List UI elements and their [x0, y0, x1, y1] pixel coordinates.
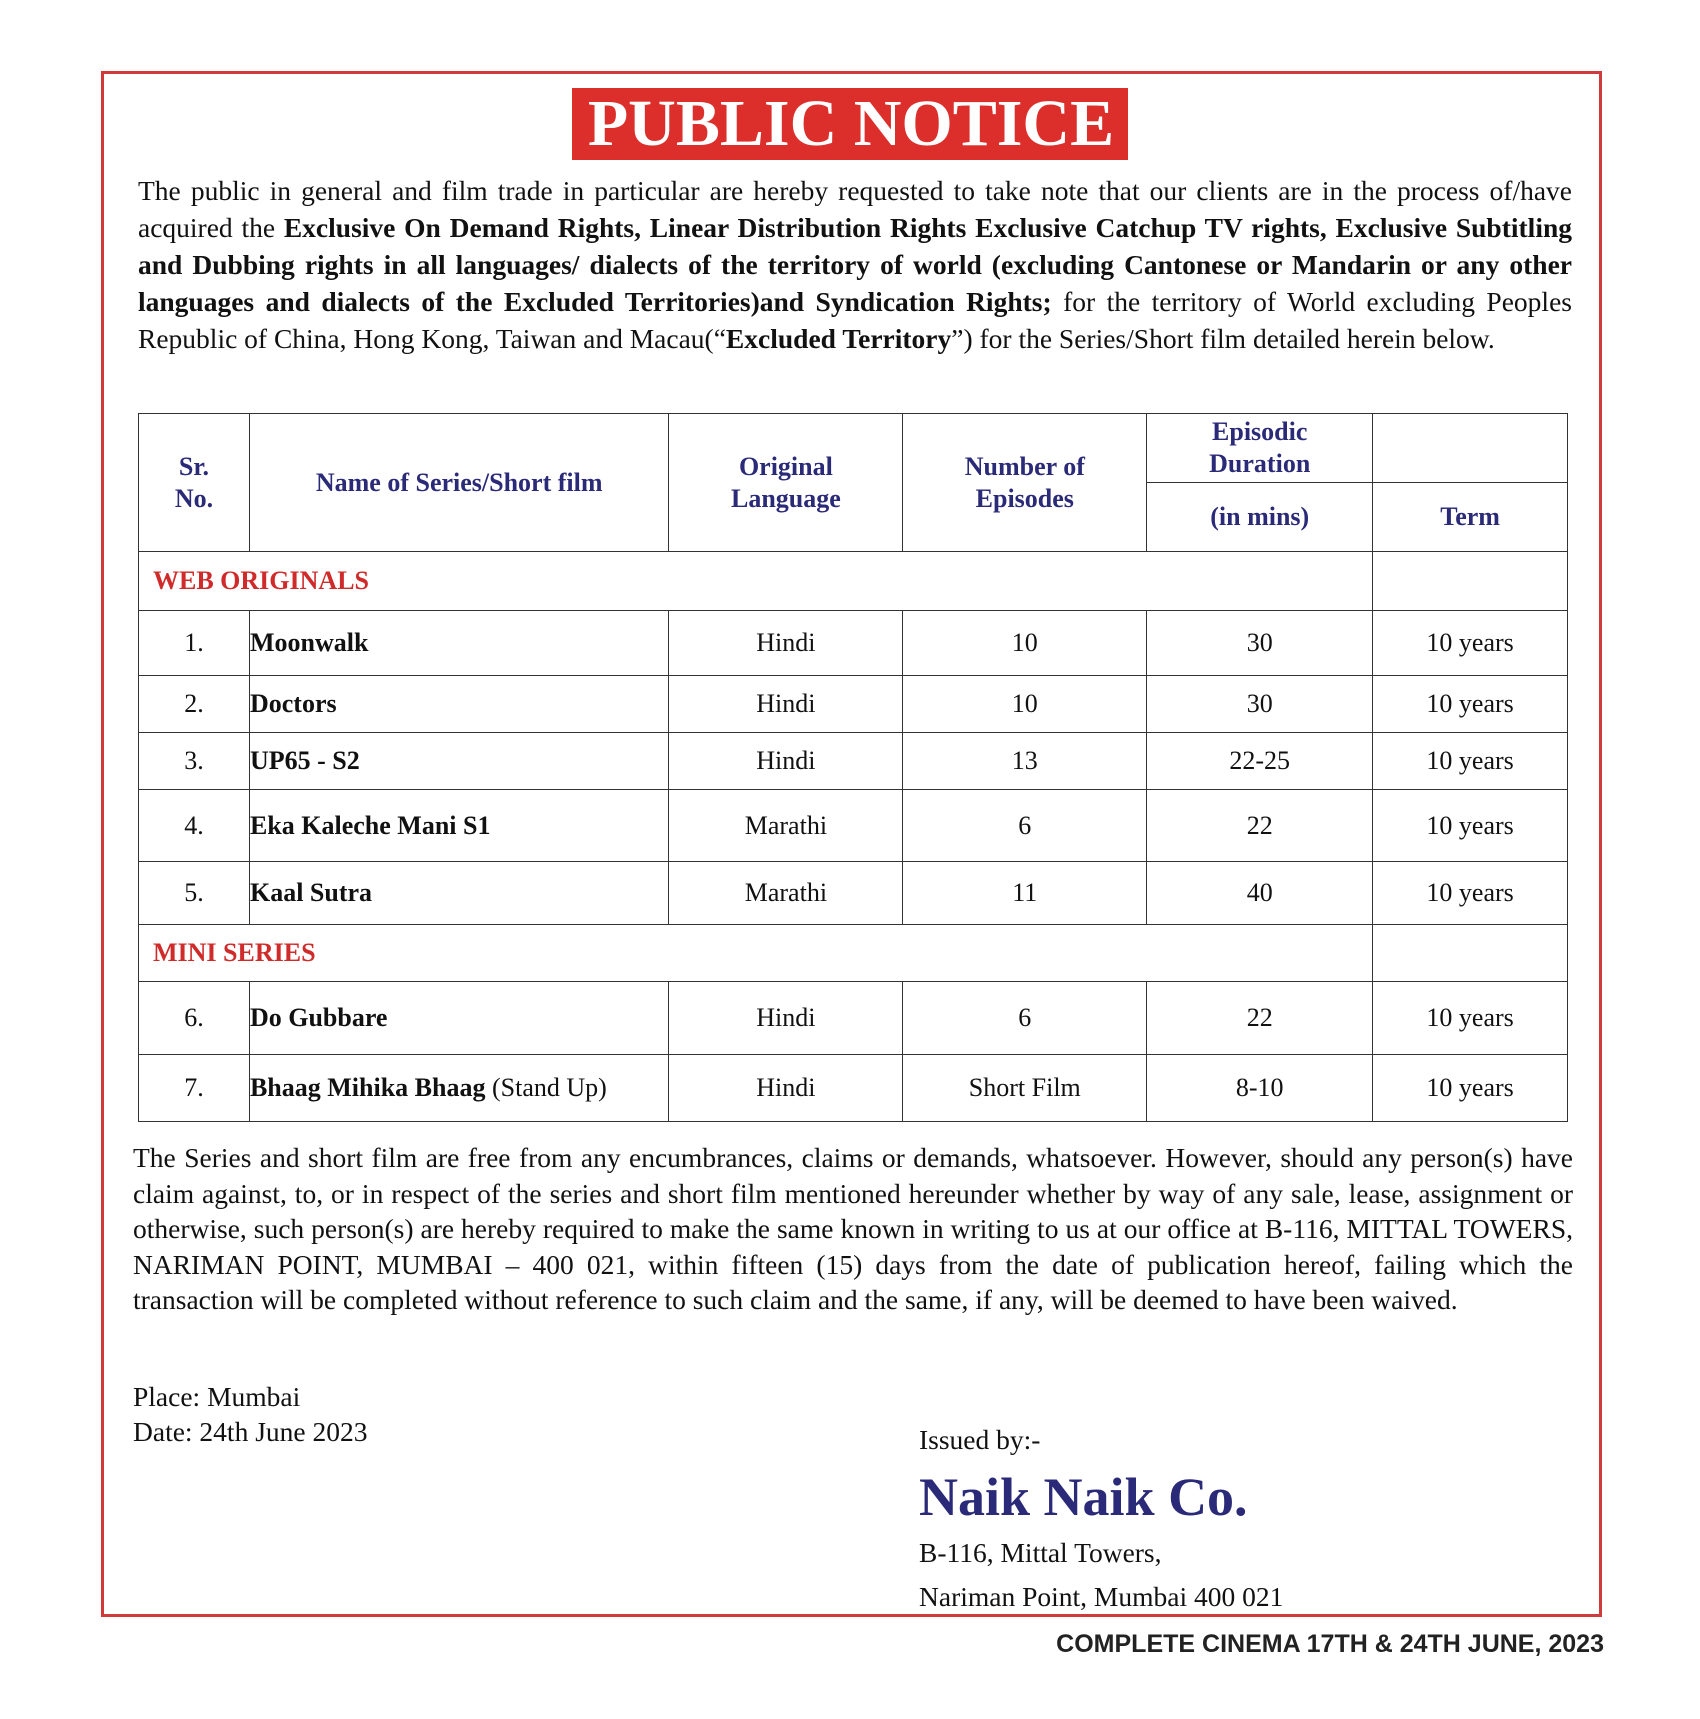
- cell-episodes: 10: [903, 611, 1147, 676]
- address-line-1: B-116, Mittal Towers,: [919, 1537, 1162, 1568]
- header-language: Original Language: [669, 414, 903, 552]
- intro-text-1: The public in general and film trade in particular are hereby requested to take note that our clients are in the process of/have acquired the: [138, 175, 1572, 243]
- series-title: Do Gubbare: [249, 1003, 388, 1032]
- address-line-2: Nariman Point, Mumbai 400 021: [919, 1581, 1284, 1612]
- table-row: [139, 733, 1568, 790]
- table-row: [139, 1055, 1568, 1122]
- title-container: [0, 88, 1700, 160]
- cell-term: 10 years: [1373, 862, 1568, 925]
- header-blank: [1373, 414, 1568, 483]
- section-label: WEB ORIGINALS: [139, 552, 1373, 611]
- cell-language: Hindi: [669, 982, 903, 1055]
- header-duration-unit: (in mins): [1147, 483, 1373, 552]
- place-line: Place: Mumbai: [133, 1381, 301, 1412]
- intro-text-3: ”) for the Series/Short film detailed herein below.: [951, 323, 1495, 354]
- cell-language: Hindi: [669, 611, 903, 676]
- cell-sr: 3.: [139, 733, 250, 790]
- closing-paragraph: The Series and short film are free from any encumbrances, claims or demands, whatsoever. However, should any person(s) have claim against, to, or in respect of the series and short film mentioned hereunder whether by way of any sale, lease, assignment or otherwise, such person(s) are hereby required to make the same known in writing to us at our office at B-116, MITTAL TOWERS, NARIMAN POINT, MUMBAI – 400 021, within fifteen (15) days from the date of publication hereof, failing which the transaction will be completed without reference to such claim and the same, if any, will be deemed to have been waived.: [133, 1142, 1573, 1315]
- date-line: Date: 24th June 2023: [133, 1416, 368, 1447]
- cell-term: 10 years: [1373, 982, 1568, 1055]
- series-title: Kaal Sutra: [249, 878, 373, 907]
- cell-term: 10 years: [1373, 676, 1568, 733]
- intro-rights-bold: Exclusive On Demand Rights, Linear Distribution Rights Exclusive Catchup TV rights, Exclusive Subtitling and Dubbing rights in all languages/ dialects of the territory of world (excluding Cantonese or Mandarin or any other languages and dialects of the Excluded Territories)and Syndication Rights;: [138, 212, 1573, 317]
- table-row: [139, 790, 1568, 862]
- cell-duration: 40: [1147, 862, 1373, 925]
- cell-name: [249, 611, 668, 676]
- series-title: Bhaag Mihika Bhaag: [249, 1073, 486, 1102]
- cell-name: [249, 862, 668, 925]
- header-episodes: Number of Episodes: [903, 414, 1147, 552]
- cell-episodes: 6: [903, 982, 1147, 1055]
- cell-duration: 30: [1147, 676, 1373, 733]
- intro-text-2: for the territory of World excluding Peoples Republic of China, Hong Kong, Taiwan and Macau(“: [138, 286, 1572, 354]
- header-duration: Episodic Duration: [1147, 414, 1373, 483]
- series-suffix: (Stand Up): [485, 1073, 607, 1102]
- table-header-row: [139, 414, 1568, 483]
- series-title: Doctors: [249, 689, 337, 718]
- cell-language: Marathi: [669, 862, 903, 925]
- series-title: Eka Kaleche Mani S1: [249, 810, 491, 840]
- cell-sr: 7.: [139, 1055, 250, 1122]
- cell-duration: 22-25: [1147, 733, 1373, 790]
- cell-language: Marathi: [669, 790, 903, 862]
- cell-name: [249, 733, 668, 790]
- intro-paragraph: [138, 172, 1572, 357]
- intro-excluded-territory: Excluded Territory: [725, 323, 952, 354]
- rights-table: [138, 413, 1568, 1122]
- section-row: [139, 925, 1568, 982]
- cell-episodes: 13: [903, 733, 1147, 790]
- cell-duration: 30: [1147, 611, 1373, 676]
- table-row: [139, 676, 1568, 733]
- cell-language: Hindi: [669, 676, 903, 733]
- notice-title: PUBLIC NOTICE: [572, 88, 1128, 160]
- table-row: [139, 982, 1568, 1055]
- cell-episodes: 6: [903, 790, 1147, 862]
- company-name: Naik Naik Co.: [919, 1467, 1248, 1527]
- section-term-blank: [1373, 552, 1568, 611]
- cell-name: [249, 676, 668, 733]
- header-name: Name of Series/Short film: [249, 414, 668, 552]
- cell-duration: 22: [1147, 982, 1373, 1055]
- header-sr-no: Sr. No.: [139, 414, 250, 552]
- cell-episodes: 10: [903, 676, 1147, 733]
- section-label: MINI SERIES: [139, 925, 1373, 982]
- cell-duration: 22: [1147, 790, 1373, 862]
- series-title: UP65 - S2: [249, 746, 360, 775]
- publication-footer: COMPLETE CINEMA 17TH & 24TH JUNE, 2023: [1056, 1630, 1604, 1658]
- cell-term: 10 years: [1373, 1055, 1568, 1122]
- cell-sr: 1.: [139, 611, 250, 676]
- cell-name: [249, 982, 668, 1055]
- place-date-block: [133, 1379, 367, 1449]
- cell-sr: 5.: [139, 862, 250, 925]
- cell-duration: 8-10: [1147, 1055, 1373, 1122]
- cell-name: [249, 1055, 668, 1122]
- cell-sr: 4.: [139, 790, 250, 862]
- cell-sr: 2.: [139, 676, 250, 733]
- cell-term: 10 years: [1373, 611, 1568, 676]
- cell-term: 10 years: [1373, 733, 1568, 790]
- series-title: Moonwalk: [249, 628, 369, 657]
- cell-term: 10 years: [1373, 790, 1568, 862]
- section-row: [139, 552, 1568, 611]
- issued-by-label: Issued by:-: [919, 1424, 1041, 1455]
- cell-language: Hindi: [669, 733, 903, 790]
- issuer-block: [919, 1422, 1283, 1616]
- cell-language: Hindi: [669, 1055, 903, 1122]
- cell-episodes: Short Film: [903, 1055, 1147, 1122]
- cell-episodes: 11: [903, 862, 1147, 925]
- cell-sr: 6.: [139, 982, 250, 1055]
- cell-name: [249, 790, 668, 862]
- section-term-blank: [1373, 925, 1568, 982]
- table-row: [139, 862, 1568, 925]
- table-row: [139, 611, 1568, 676]
- header-term: Term: [1373, 483, 1568, 552]
